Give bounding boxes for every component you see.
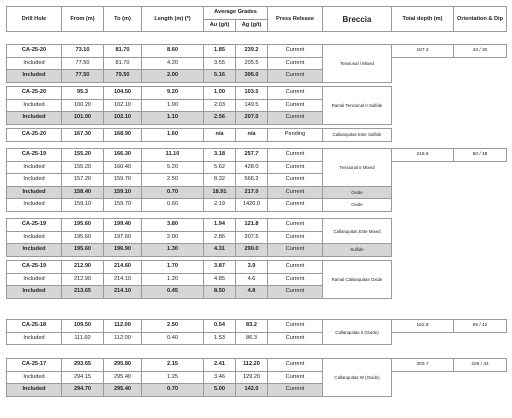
length-cell: 2.00: [142, 70, 204, 83]
ag-cell: 207.5: [236, 231, 268, 244]
total-depth-cell: [392, 384, 454, 397]
from-cell: 73.10: [62, 45, 104, 58]
total-depth-cell: [392, 129, 454, 142]
table-row: [7, 129, 507, 142]
orientation-cell: [454, 186, 507, 199]
breccia-cell: Ramal Callanquitas Oxide: [323, 261, 392, 299]
breccia-cell: Tensional II Mixed: [323, 149, 392, 187]
au-cell: n/a: [204, 129, 236, 142]
length-cell: 2.50: [142, 174, 204, 187]
ag-cell: 83.2: [236, 320, 268, 333]
table-row: [7, 161, 507, 174]
au-cell: 1.00: [204, 87, 236, 100]
drill-hole-cell: Included: [7, 273, 62, 286]
press-release-cell: Current: [268, 320, 323, 333]
drill-hole-cell: Included: [7, 244, 62, 257]
au-cell: 2.41: [204, 359, 236, 372]
orientation-cell: [454, 231, 507, 244]
table-row: [7, 371, 507, 384]
length-cell: 1.10: [142, 112, 204, 125]
press-release-cell: Current: [268, 199, 323, 212]
to-cell: 112.00: [104, 320, 142, 333]
au-cell: 3.46: [204, 371, 236, 384]
total-depth-cell: [392, 57, 454, 70]
table-row: [7, 174, 507, 187]
result-group: [6, 148, 507, 212]
drill-hole-cell: CA-25-19: [7, 261, 62, 274]
ag-cell: 1420.0: [236, 199, 268, 212]
drill-hole-cell: CA-25-19: [7, 149, 62, 162]
to-cell: 295.80: [104, 359, 142, 372]
total-depth-cell: [392, 112, 454, 125]
press-release-cell: Current: [268, 99, 323, 112]
total-depth-cell: [392, 70, 454, 83]
length-cell: 1.90: [142, 99, 204, 112]
orientation-cell: [454, 384, 507, 397]
length-cell: 9.20: [142, 87, 204, 100]
table-row: [7, 219, 507, 232]
table-row: [7, 359, 507, 372]
total-depth-cell: [392, 231, 454, 244]
drill-hole-cell: Included: [7, 384, 62, 397]
length-cell: 0.70: [142, 384, 204, 397]
total-depth-cell: [392, 174, 454, 187]
press-release-cell: Current: [268, 219, 323, 232]
au-cell: 2.86: [204, 231, 236, 244]
to-cell: 160.40: [104, 161, 142, 174]
total-depth-cell: [392, 244, 454, 257]
au-cell: 0.54: [204, 320, 236, 333]
total-depth-cell: [392, 161, 454, 174]
length-cell: 1.60: [142, 129, 204, 142]
press-release-cell: Current: [268, 161, 323, 174]
press-release-cell: Current: [268, 384, 323, 397]
length-cell: 4.20: [142, 57, 204, 70]
from-cell: 212.90: [62, 261, 104, 274]
orientation-cell: [454, 219, 507, 232]
press-release-cell: Current: [268, 286, 323, 299]
ag-cell: 290.0: [236, 244, 268, 257]
header-press-release: Press Release: [268, 7, 323, 32]
ag-cell: 112.20: [236, 359, 268, 372]
au-cell: 2.03: [204, 99, 236, 112]
from-cell: 159.10: [62, 199, 104, 212]
to-cell: 102.10: [104, 112, 142, 125]
table-row: [7, 244, 507, 257]
to-cell: 214.10: [104, 286, 142, 299]
from-cell: 158.40: [62, 186, 104, 199]
to-cell: 197.60: [104, 231, 142, 244]
au-cell: 1.94: [204, 219, 236, 232]
from-cell: 294.70: [62, 384, 104, 397]
orientation-cell: [454, 87, 507, 100]
total-depth-cell: [392, 332, 454, 345]
press-release-cell: Current: [268, 371, 323, 384]
drill-hole-cell: CA-25-20: [7, 129, 62, 142]
drill-hole-cell: Included: [7, 332, 62, 345]
drill-hole-cell: CA-25-20: [7, 45, 62, 58]
press-release-cell: Current: [268, 174, 323, 187]
total-depth-cell: [392, 286, 454, 299]
length-cell: 0.70: [142, 186, 204, 199]
from-cell: 155.20: [62, 149, 104, 162]
press-release-cell: Current: [268, 186, 323, 199]
length-cell: 2.50: [142, 320, 204, 333]
length-cell: 1.25: [142, 371, 204, 384]
total-depth-cell: [392, 199, 454, 212]
breccia-cell: Callanquitas W (Oxide): [323, 359, 392, 397]
orientation-cell: [454, 371, 507, 384]
from-cell: 100.20: [62, 99, 104, 112]
orientation-cell: [454, 286, 507, 299]
to-cell: 199.40: [104, 219, 142, 232]
from-cell: 77.50: [62, 70, 104, 83]
table-row: [7, 286, 507, 299]
drill-hole-cell: CA-25-18: [7, 320, 62, 333]
to-cell: 112.00: [104, 332, 142, 345]
length-cell: 11.10: [142, 149, 204, 162]
au-cell: 3.87: [204, 261, 236, 274]
to-cell: 159.70: [104, 174, 142, 187]
to-cell: 104.50: [104, 87, 142, 100]
from-cell: 293.65: [62, 359, 104, 372]
au-cell: 8.32: [204, 174, 236, 187]
ag-cell: 129.20: [236, 371, 268, 384]
breccia-cell: Callanquitas Este Mixed: [323, 219, 392, 244]
table-row: [7, 99, 507, 112]
to-cell: 159.70: [104, 199, 142, 212]
header-total-depth: Total depth (m): [392, 7, 454, 32]
breccia-cell: Sulfide: [323, 244, 392, 257]
header-drill-hole: Drill Hole: [7, 7, 62, 32]
au-cell: 5.16: [204, 70, 236, 83]
length-cell: 2.00: [142, 231, 204, 244]
table-row: [7, 70, 507, 83]
total-depth-cell: [392, 273, 454, 286]
from-cell: 195.60: [62, 231, 104, 244]
header-from: From (m): [62, 7, 104, 32]
to-cell: 214.10: [104, 273, 142, 286]
drill-hole-cell: Included: [7, 99, 62, 112]
from-cell: 77.50: [62, 57, 104, 70]
header-average-grades: Average Grades: [204, 7, 268, 20]
orientation-cell: 229 / 44: [454, 359, 507, 372]
result-group: [6, 218, 507, 257]
total-depth-cell: [392, 99, 454, 112]
orientation-cell: [454, 273, 507, 286]
drill-hole-cell: CA-25-20: [7, 87, 62, 100]
drill-hole-cell: Included: [7, 57, 62, 70]
drill-hole-cell: Included: [7, 161, 62, 174]
total-depth-cell: [392, 186, 454, 199]
table-row: [7, 57, 507, 70]
orientation-cell: [454, 70, 507, 83]
orientation-cell: [454, 129, 507, 142]
orientation-cell: [454, 161, 507, 174]
press-release-cell: Current: [268, 261, 323, 274]
drill-hole-cell: Included: [7, 112, 62, 125]
from-cell: 294.15: [62, 371, 104, 384]
press-release-cell: Current: [268, 149, 323, 162]
ag-cell: 217.0: [236, 186, 268, 199]
header-orientation: Orientation & Dip: [454, 7, 507, 32]
drill-hole-cell: CA-25-19: [7, 219, 62, 232]
press-release-cell: Current: [268, 231, 323, 244]
length-cell: 8.60: [142, 45, 204, 58]
table-row: [7, 273, 507, 286]
table-row: [7, 384, 507, 397]
ag-cell: 103.5: [236, 87, 268, 100]
length-cell: 0.40: [142, 332, 204, 345]
drill-hole-cell: Included: [7, 70, 62, 83]
from-cell: 212.90: [62, 273, 104, 286]
orientation-cell: [454, 112, 507, 125]
length-cell: 3.80: [142, 219, 204, 232]
to-cell: 168.90: [104, 129, 142, 142]
orientation-cell: 50 / 48: [454, 149, 507, 162]
table-row: [7, 199, 507, 212]
from-cell: 109.50: [62, 320, 104, 333]
orientation-cell: 65 / 42: [454, 320, 507, 333]
ag-cell: 566.2: [236, 174, 268, 187]
from-cell: 213.65: [62, 286, 104, 299]
table-row: [7, 332, 507, 345]
from-cell: 101.00: [62, 112, 104, 125]
orientation-cell: [454, 57, 507, 70]
press-release-cell: Current: [268, 45, 323, 58]
ag-cell: 239.2: [236, 45, 268, 58]
header-to: To (m): [104, 7, 142, 32]
ag-cell: 121.8: [236, 219, 268, 232]
header-breccia: Breccia: [323, 7, 392, 32]
table-row: [7, 87, 507, 100]
au-cell: 5.62: [204, 161, 236, 174]
to-cell: 214.60: [104, 261, 142, 274]
table-row: [7, 231, 507, 244]
au-cell: 4.85: [204, 273, 236, 286]
from-cell: 195.60: [62, 244, 104, 257]
from-cell: 157.20: [62, 174, 104, 187]
press-release-cell: Current: [268, 244, 323, 257]
length-cell: 2.15: [142, 359, 204, 372]
to-cell: 81.70: [104, 45, 142, 58]
press-release-cell: Current: [268, 332, 323, 345]
drill-hole-cell: Included: [7, 199, 62, 212]
from-cell: 95.3: [62, 87, 104, 100]
total-depth-cell: 187.3: [392, 45, 454, 58]
au-cell: 8.50: [204, 286, 236, 299]
ag-cell: 207.0: [236, 112, 268, 125]
length-cell: 1.20: [142, 273, 204, 286]
total-depth-cell: 162.9: [392, 320, 454, 333]
table-row: [7, 320, 507, 333]
ag-cell: 4.8: [236, 286, 268, 299]
au-cell: 2.56: [204, 112, 236, 125]
ag-cell: 86.3: [236, 332, 268, 345]
ag-cell: 3.9: [236, 261, 268, 274]
drill-hole-cell: CA-25-17: [7, 359, 62, 372]
au-cell: 2.19: [204, 199, 236, 212]
table-row: [7, 186, 507, 199]
total-depth-cell: 303.7: [392, 359, 454, 372]
breccia-cell: Oxide: [323, 186, 392, 199]
result-group: [6, 260, 507, 299]
to-cell: 102.10: [104, 99, 142, 112]
total-depth-cell: [392, 261, 454, 274]
table-row: [7, 149, 507, 162]
drill-hole-cell: Included: [7, 371, 62, 384]
press-release-cell: Current: [268, 273, 323, 286]
ag-cell: 142.0: [236, 384, 268, 397]
drill-hole-cell: Included: [7, 231, 62, 244]
drill-hole-cell: Included: [7, 286, 62, 299]
breccia-cell: Tensional I Mixed: [323, 45, 392, 83]
press-release-cell: Current: [268, 87, 323, 100]
orientation-cell: [454, 261, 507, 274]
au-cell: 3.55: [204, 57, 236, 70]
au-cell: 5.00: [204, 384, 236, 397]
length-cell: 1.30: [142, 244, 204, 257]
drill-hole-cell: Included: [7, 174, 62, 187]
header-au: Au (g/t): [204, 19, 236, 32]
breccia-cell: Ramal Tensional II Sulfide: [323, 87, 392, 125]
header-ag: Ag (g/t): [236, 19, 268, 32]
ag-cell: 205.5: [236, 57, 268, 70]
length-cell: 0.60: [142, 199, 204, 212]
table-row: [7, 261, 507, 274]
from-cell: 155.20: [62, 161, 104, 174]
au-cell: 18.91: [204, 186, 236, 199]
press-release-cell: Current: [268, 359, 323, 372]
ag-cell: 428.0: [236, 161, 268, 174]
au-cell: 4.31: [204, 244, 236, 257]
au-cell: 1.85: [204, 45, 236, 58]
ag-cell: 149.5: [236, 99, 268, 112]
orientation-cell: [454, 99, 507, 112]
ag-cell: 4.6: [236, 273, 268, 286]
au-cell: 3.18: [204, 149, 236, 162]
to-cell: 159.10: [104, 186, 142, 199]
result-group: [6, 319, 507, 345]
drill-hole-cell: Included: [7, 186, 62, 199]
from-cell: 195.60: [62, 219, 104, 232]
orientation-cell: 43 / 30: [454, 45, 507, 58]
ag-cell: 306.0: [236, 70, 268, 83]
total-depth-cell: [392, 371, 454, 384]
length-cell: 0.45: [142, 286, 204, 299]
press-release-cell: Current: [268, 57, 323, 70]
orientation-cell: [454, 244, 507, 257]
to-cell: 166.30: [104, 149, 142, 162]
table-row: [7, 112, 507, 125]
to-cell: 295.40: [104, 371, 142, 384]
au-cell: 1.53: [204, 332, 236, 345]
length-cell: 5.20: [142, 161, 204, 174]
result-group: [6, 358, 507, 397]
breccia-cell: Oxide: [323, 199, 392, 212]
table-header: [6, 6, 507, 32]
from-cell: 167.30: [62, 129, 104, 142]
length-cell: 1.70: [142, 261, 204, 274]
ag-cell: 257.7: [236, 149, 268, 162]
breccia-cell: Callanquitas II (Oxide): [323, 320, 392, 345]
table-row: [7, 45, 507, 58]
press-release-cell: Pending: [268, 129, 323, 142]
result-group: [6, 128, 507, 142]
total-depth-cell: [392, 219, 454, 232]
breccia-cell: Callanquitas Este Sulfide: [323, 129, 392, 142]
result-group: [6, 86, 507, 125]
header-length: Length (m) (*): [142, 7, 204, 32]
total-depth-cell: [392, 87, 454, 100]
orientation-cell: [454, 332, 507, 345]
to-cell: 196.90: [104, 244, 142, 257]
to-cell: 79.50: [104, 70, 142, 83]
ag-cell: n/a: [236, 129, 268, 142]
orientation-cell: [454, 199, 507, 212]
to-cell: 295.40: [104, 384, 142, 397]
from-cell: 111.60: [62, 332, 104, 345]
total-depth-cell: 218.6: [392, 149, 454, 162]
press-release-cell: Current: [268, 112, 323, 125]
orientation-cell: [454, 174, 507, 187]
to-cell: 81.70: [104, 57, 142, 70]
press-release-cell: Current: [268, 70, 323, 83]
result-group: [6, 44, 507, 83]
